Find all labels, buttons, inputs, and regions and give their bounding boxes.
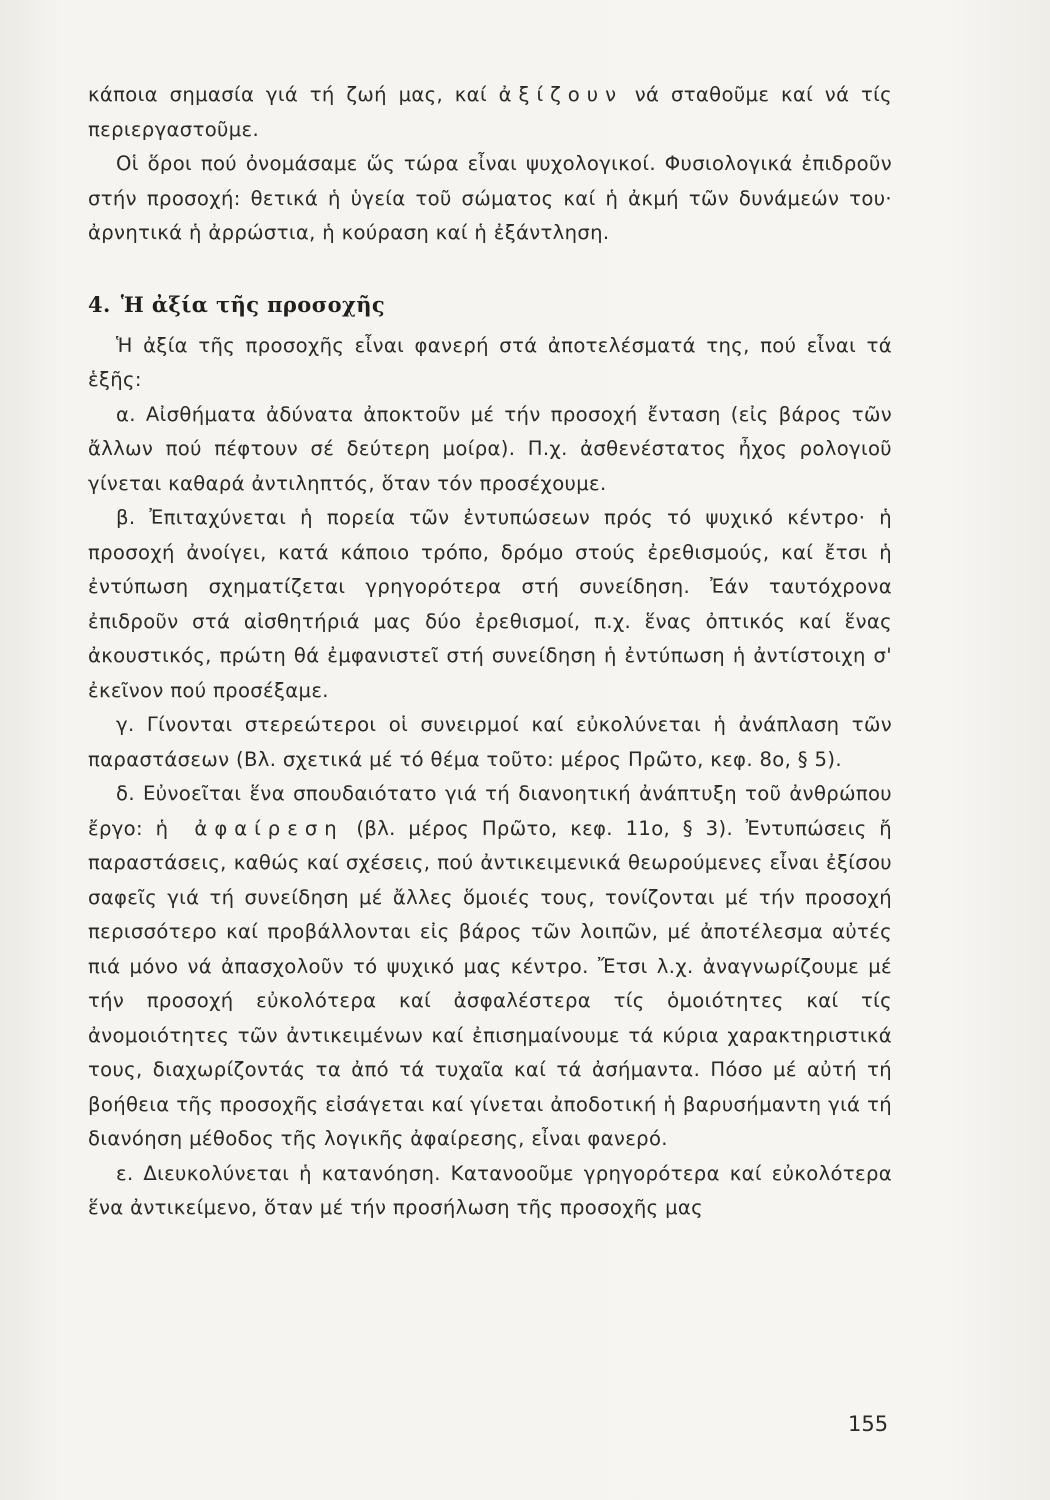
section-number: 4. (88, 291, 111, 317)
paragraph-value: Ἡ ἀξία τῆς προσοχῆς εἶναι φανερή στά ἀποτελέσματά της, πού εἶναι τά ἑξῆς: (88, 333, 892, 391)
list-item-e: ε. Διευκολύνεται ἡ κατανόηση. Κατανοοῦμε γρηγορότερα καί εὐκολότερα ἕνα ἀντικείμενο, ὅταν μέ τήν προσήλωση τῆς προσοχῆς μας (88, 1161, 892, 1219)
intro-text-start: κάποια σημασία γιά τή ζωή μας, καί (88, 83, 499, 106)
list-item-c: γ. Γίνονται στερεώτεροι οἱ συνειρμοί καί εὐκολύνεται ἡ ἀνάπλαση τῶν παραστάσεων (Βλ. σχετικά μέ τό θέμα τοῦτο: μέρος Πρῶτο, κεφ. 8ο, § 5). (88, 713, 892, 771)
list-item-d (88, 777, 892, 1157)
paragraph-intro (88, 78, 892, 147)
intro-text-end: νά σταθοῦμε καί νά τίς περιεργαστοῦμε. (88, 83, 892, 141)
list-item-a: α. Αἰσθήματα ἀδύνατα ἀποκτοῦν μέ τήν προσοχή ἔνταση (εἰς βάρος τῶν ἄλλων πού πέφτουν σέ δεύτερη μοίρα). Π.χ. ἀσθενέστατος ἦχος ρολογιοῦ γίνεται καθαρά ἀντιληπτός, ὅταν τόν προσέχουμε. (88, 402, 892, 495)
section-heading (88, 287, 892, 323)
item-d-text-start: δ. Εὐνοεῖται ἕνα σπουδαιότατο γιά τή διανοητική ἀνάπτυξη τοῦ ἀνθρώπου ἔργο: (88, 782, 892, 840)
page-number: 155 (848, 1412, 889, 1436)
section-title: Ἡ ἀξία τῆς προσοχῆς (120, 291, 386, 317)
intro-spaced-word: ἀξίζουν (498, 83, 624, 106)
paragraph-terms: Οἱ ὅροι πού ὀνομάσαμε ὥς τώρα εἶναι ψυχολογικοί. Φυσιολογικά ἐπιδροῦν στήν προσοχή: θετικά ἡ ὑγεία τοῦ σώματος καί ἡ ἀκμή τῶν δυνάμεών του· ἀρνητικά ἡ ἀρρώστια, ἡ κούραση καί ἡ ἐξάντληση. (88, 152, 892, 244)
item-d-text-end: (βλ. μέρος Πρῶτο, κεφ. 11ο, § 3). Ἐντυπώσεις ἤ παραστάσεις, καθώς καί σχέσεις, πού ἀντικειμενικά θεωρούμενες εἶναι ἐξίσου σαφεῖς γιά τή συνείδηση μέ ἄλλες ὅμοιές τους, τονίζονται μέ τήν προσοχή περισσότερο καί προβάλλονται εἰς βάρος τῶν λοιπῶν, μέ ἀποτέλεσμα αὐτές πιά μόνο νά ἀπασχολοῦν τό ψυχικό μας κέντρο. Ἔτσι λ.χ. ἀναγνωρίζουμε μέ τήν προσοχή εὐκολότερα καί ἀσφαλέστερα τίς ὁμοιότητες καί τίς ἀνομοιότητες τῶν ἀντικειμένων καί ἐπισημαίνουμε τά κύρια χαρακτηριστικά τους, διαχωρίζοντάς τα ἀπό τά τυχαῖα καί τά ἀσήμαντα. Πόσο μέ αὐτή τή βοήθεια τῆς προσοχῆς εἰσάγεται καί γίνεται ἀποδοτική ἡ βαρυσήμαντη γιά τή διανόηση μέθοδος τῆς λογικῆς ἀφαίρεσης, εἶναι φανερό. (88, 816, 893, 1150)
body-text (88, 78, 892, 1226)
list-item-b: β. Ἐπιταχύνεται ἡ πορεία τῶν ἐντυπώσεων πρός τό ψυχικό κέντρο· ἡ προσοχή ἀνοίγει, κατά κάποιο τρόπο, δρόμο στούς ἐρεθισμούς, καί ἔτσι ἡ ἐντύπωση σχηματίζεται γρηγορότερα στή συνείδηση. Ἐάν ταυτόχρονα ἐπιδροῦν στά αἰσθητήριά μας δύο ἐρεθισμοί, π.χ. ἕνας ὀπτικός καί ἕνας ἀκουστικός, πρώτη θά ἐμφανιστεῖ στή συνείδηση ἡ ἐντύπωση ἡ ἀντίστοιχη σ' ἐκεῖνον πού προσέξαμε. (88, 506, 892, 702)
item-d-spaced-word: ἡ ἀφαίρεση (155, 816, 344, 840)
